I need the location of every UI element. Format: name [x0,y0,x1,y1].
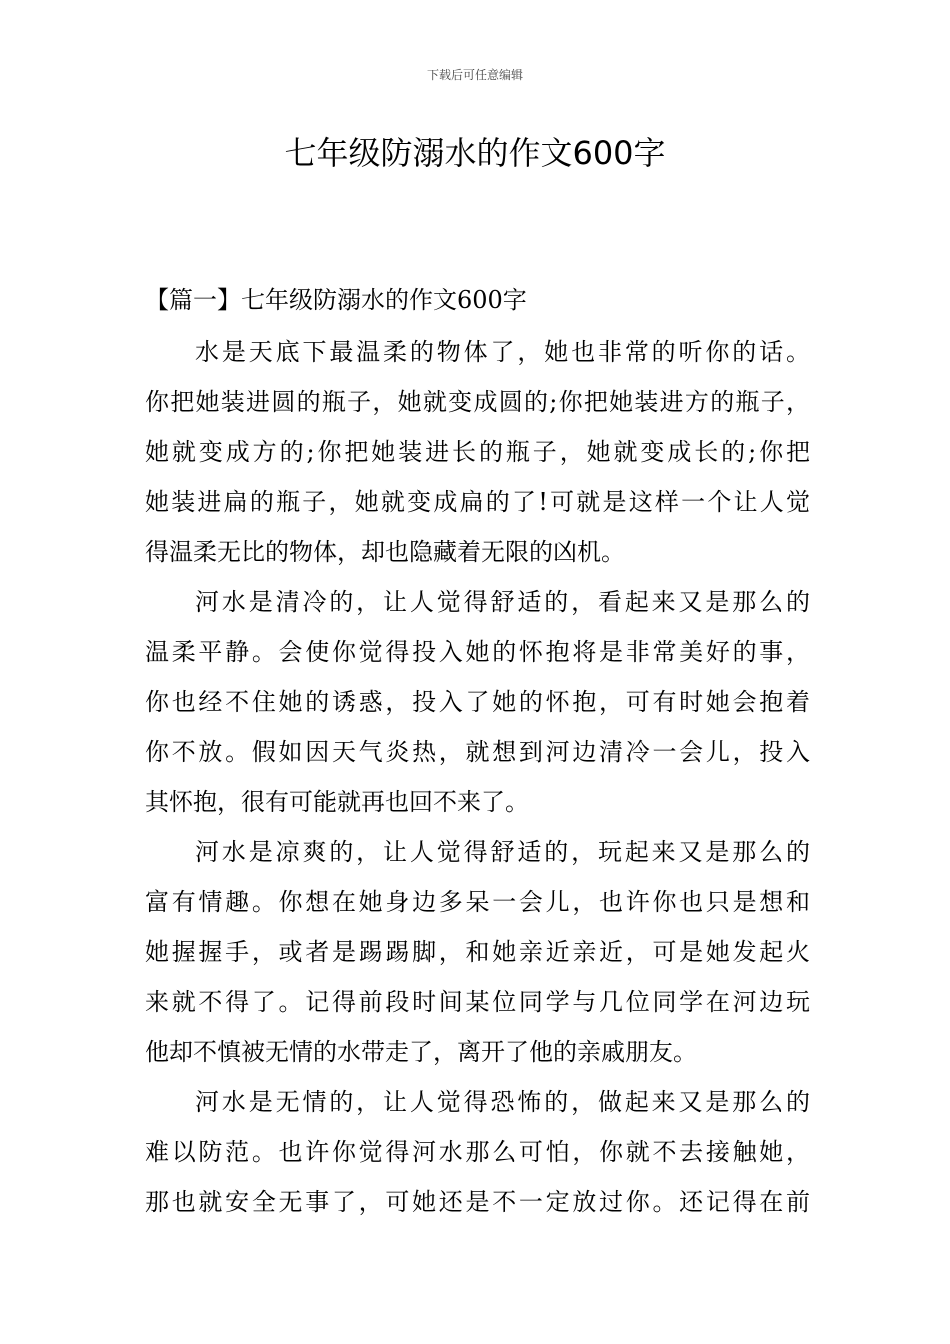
text-line: 她握握手，或者是踢踢脚，和她亲近亲近，可是她发起火 [145,938,810,966]
text-line: 其怀抱，很有可能就再也回不来了。 [145,788,529,816]
header-note: 下载后可任意编辑 [426,68,523,82]
paragraph-3 [145,827,810,1077]
text-line: 富有情趣。你想在她身边多呆一会儿，也许你也只是想和 [145,888,810,916]
text-line: 难以防范。也许你觉得河水那么可怕，你就不去接触她， [145,1138,810,1166]
text-line: 河水是无情的，让人觉得恐怖的，做起来又是那么的 [195,1088,810,1116]
paragraph-1 [145,327,810,577]
text-line: 他却不慎被无情的水带走了，离开了他的亲戚朋友。 [145,1038,697,1066]
document-title: 七年级防溺水的作文600字 [284,134,666,172]
paragraph-2 [145,577,810,827]
text-line: 那也就安全无事了，可她还是不一定放过你。还记得在前 [145,1188,810,1216]
text-line: 你不放。假如因天气炎热，就想到河边清冷一会儿，投入 [145,738,810,766]
text-line: 水是天底下最温柔的物体了，她也非常的听你的话。 [195,338,810,366]
text-line: 她装进扁的瓶子，她就变成扁的了!可就是这样一个让人觉 [145,488,810,516]
section-heading: 【篇一】七年级防溺水的作文600字 [145,286,527,314]
text-line: 她就变成方的;你把她装进长的瓶子，她就变成长的;你把 [145,438,810,466]
text-line: 河水是凉爽的，让人觉得舒适的，玩起来又是那么的 [195,838,810,866]
text-line: 温柔平静。会使你觉得投入她的怀抱将是非常美好的事， [145,638,810,666]
text-line: 得温柔无比的物体，却也隐藏着无限的凶机。 [145,538,625,566]
text-line: 你也经不住她的诱惑，投入了她的怀抱，可有时她会抱着 [145,688,810,716]
article-body [145,280,810,1227]
text-line: 来就不得了。记得前段时间某位同学与几位同学在河边玩 [145,988,810,1016]
paragraph-4 [145,1077,810,1227]
text-line: 河水是清冷的，让人觉得舒适的，看起来又是那么的 [195,588,810,616]
text-line: 你把她装进圆的瓶子，她就变成圆的;你把她装进方的瓶子， [145,388,810,416]
